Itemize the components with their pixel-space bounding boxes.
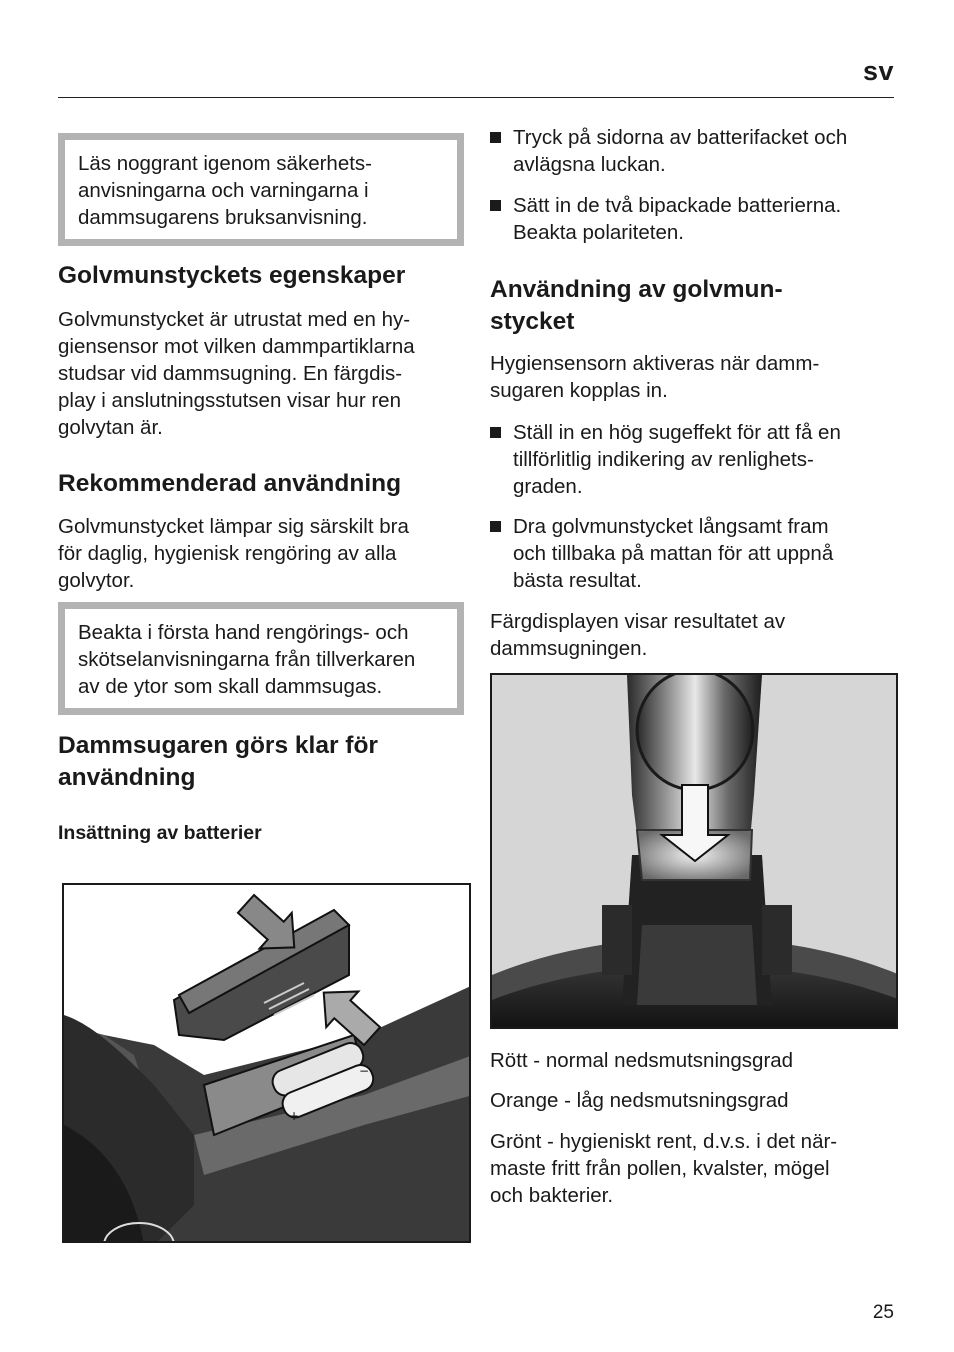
properties-paragraph: Golvmunstycket är utrustat med en hy- giensensor mot vilken dammpartiklarna studsar vid dammsugning. En färgdis- play i anslutningsstutsen visar hur ren golvytan är. <box>58 308 415 439</box>
subheading-battery-insertion: Insättning av batterier <box>58 822 262 844</box>
svg-text:+: + <box>289 1109 300 1123</box>
page-number: 25 <box>872 1302 894 1323</box>
svg-text:−: − <box>359 1064 370 1078</box>
hygiene-sensor-display-photo <box>490 673 898 1029</box>
section-heading-recommended-use: Rekommenderad användning <box>58 470 402 497</box>
language-code: sv <box>862 56 894 86</box>
battery-insertion-illustration <box>62 883 471 1243</box>
usage-paragraph: Hygiensensorn aktiveras när damm- sugaren kopplas in. <box>490 352 820 402</box>
display-paragraph: Färgdisplayen visar resultatet av dammsugningen. <box>490 610 786 660</box>
care-notice <box>58 602 464 715</box>
bullet-text: Dra golvmunstycket långsamt fram och tillbaka på mattan för att uppnå bästa resultat. <box>513 515 834 592</box>
bullet-remove-lid <box>490 124 898 178</box>
bullet-insert-batteries <box>490 192 898 246</box>
sensor-figure-svg <box>492 675 898 1029</box>
section-heading-properties: Golvmunstyckets egenskaper <box>58 262 406 289</box>
safety-notice <box>58 133 464 246</box>
bullet-text: Sätt in de två bipackade batterierna. Beakta polariteten. <box>513 194 842 244</box>
bullet-square-icon <box>490 427 501 438</box>
care-notice-text: Beakta i första hand rengörings- och skötselanvisningarna från tillverkaren av de ytor som skall dammsugas. <box>78 621 416 698</box>
bullet-move-slowly <box>490 513 898 594</box>
bullet-high-suction <box>490 419 898 500</box>
recommended-use-paragraph: Golvmunstycket lämpar sig särskilt bra för daglig, hygienisk rengöring av alla golvytor. <box>58 515 409 592</box>
status-orange: Orange - låg nedsmutsningsgrad <box>490 1089 789 1112</box>
safety-notice-text: Läs noggrant igenom säkerhets- anvisningarna och varningarna i dammsugarens bruksanvisning. <box>78 152 373 229</box>
bullet-square-icon <box>490 521 501 532</box>
bullet-text: Tryck på sidorna av batterifacket och avlägsna luckan. <box>513 126 848 176</box>
header-rule <box>58 97 894 98</box>
bullet-square-icon <box>490 200 501 211</box>
battery-figure-svg <box>64 885 471 1243</box>
section-heading-preparation: Dammsugaren görs klar för användning <box>58 732 378 791</box>
status-red: Rött - normal nedsmutsningsgrad <box>490 1049 794 1072</box>
status-green: Grönt - hygieniskt rent, d.v.s. i det när- maste fritt från pollen, kvalster, mögel och bakterier. <box>490 1130 838 1207</box>
bullet-square-icon <box>490 132 501 143</box>
bullet-text: Ställ in en hög sugeffekt för att få en tillförlitlig indikering av renlighets- graden. <box>513 421 841 498</box>
section-heading-usage: Användning av golvmun- stycket <box>490 276 783 335</box>
